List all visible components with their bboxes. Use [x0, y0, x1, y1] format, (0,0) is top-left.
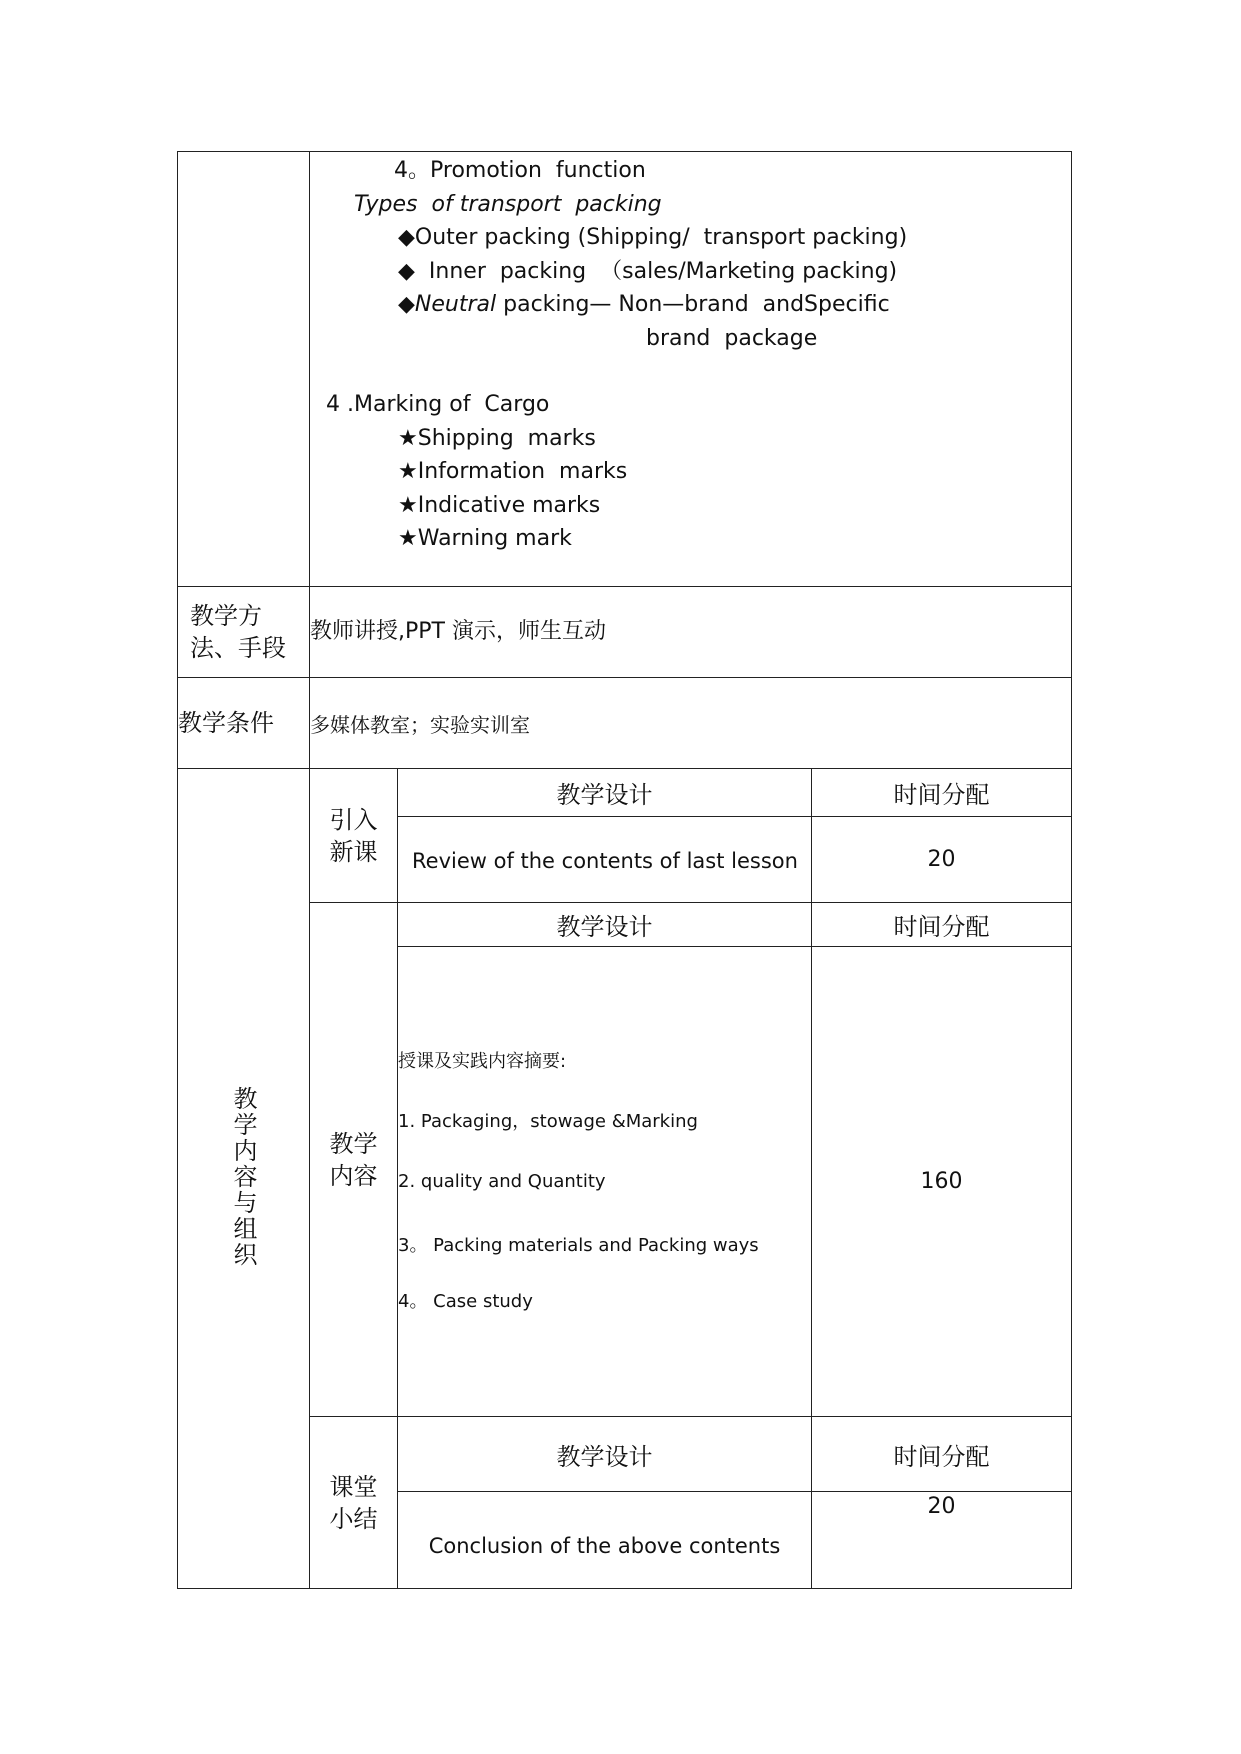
outer-packing-line: ◆Outer packing (Shipping/ transport packing) [398, 225, 908, 250]
neutral-packing-rest: packing— Non—brand andSpecific [496, 292, 890, 317]
content-header-row [178, 903, 1072, 947]
organization-label-cell [178, 769, 310, 1589]
content-summary-title: 授课及实践内容摘要: [398, 1050, 567, 1072]
marking-of-cargo-line: 4 .Marking of Cargo [326, 392, 550, 417]
shipping-marks-line: ★Shipping marks [398, 425, 596, 451]
content-label: 教学内容 [310, 903, 398, 1417]
intro-header-row [178, 769, 1072, 817]
content-item-1: 1. Packaging，stowage &Marking [398, 1110, 698, 1132]
information-marks-line: ★Information marks [398, 459, 628, 484]
intro-design-content: Review of the contents of last lesson [398, 817, 812, 903]
conditions-content: 多媒体教室；实验实训室 [310, 678, 1072, 769]
lesson-plan-table [177, 151, 1072, 1589]
methods-label: 教学方法、手段 [178, 587, 310, 678]
top-content-row [178, 152, 1072, 587]
content-item-3: 3。 Packing materials and Packing ways [398, 1234, 759, 1256]
methods-row [178, 587, 1072, 678]
content-design-header: 教学设计 [398, 903, 812, 947]
neutral-packing-line [310, 288, 1071, 322]
methods-content: 教师讲授,PPT 演示，师生互动 [310, 587, 1072, 678]
intro-label: 引入新课 [310, 769, 398, 903]
conditions-label: 教学条件 [178, 678, 310, 769]
content-summary-cell [398, 947, 812, 1417]
promotion-function-line: 4。Promotion function [394, 158, 646, 183]
content-time-header: 时间分配 [812, 903, 1072, 947]
content-item-2: 2. quality and Quantity [398, 1170, 606, 1192]
top-content-cell [310, 152, 1072, 587]
types-of-transport-packing-line: Types of transport packing [354, 191, 662, 217]
intro-time-header: 时间分配 [812, 769, 1072, 817]
organization-label: 教学内容与组织 [229, 1085, 257, 1268]
summary-time-value: 20 [812, 1492, 1072, 1589]
summary-label: 课堂小结 [310, 1417, 398, 1589]
content-time-value: 160 [812, 947, 1072, 1417]
indicative-marks-line: ★Indicative marks [398, 492, 601, 518]
summary-time-header: 时间分配 [812, 1417, 1072, 1492]
warning-mark-line: ★Warning mark [398, 526, 572, 551]
intro-design-header: 教学设计 [398, 769, 812, 817]
intro-time-value: 20 [812, 817, 1072, 903]
top-label-cell [178, 152, 310, 587]
conditions-row [178, 678, 1072, 769]
diamond-bullet-icon: ◆ [398, 292, 415, 317]
neutral-word: Neutral [414, 292, 497, 317]
summary-design-header: 教学设计 [398, 1417, 812, 1492]
summary-header-row [178, 1417, 1072, 1492]
content-item-4: 4。 Case study [398, 1290, 533, 1312]
inner-packing-line: ◆ Inner packing （sales/Marketing packing) [398, 258, 898, 284]
summary-design-content: Conclusion of the above contents [398, 1492, 812, 1589]
brand-package-line: brand package [646, 325, 818, 351]
